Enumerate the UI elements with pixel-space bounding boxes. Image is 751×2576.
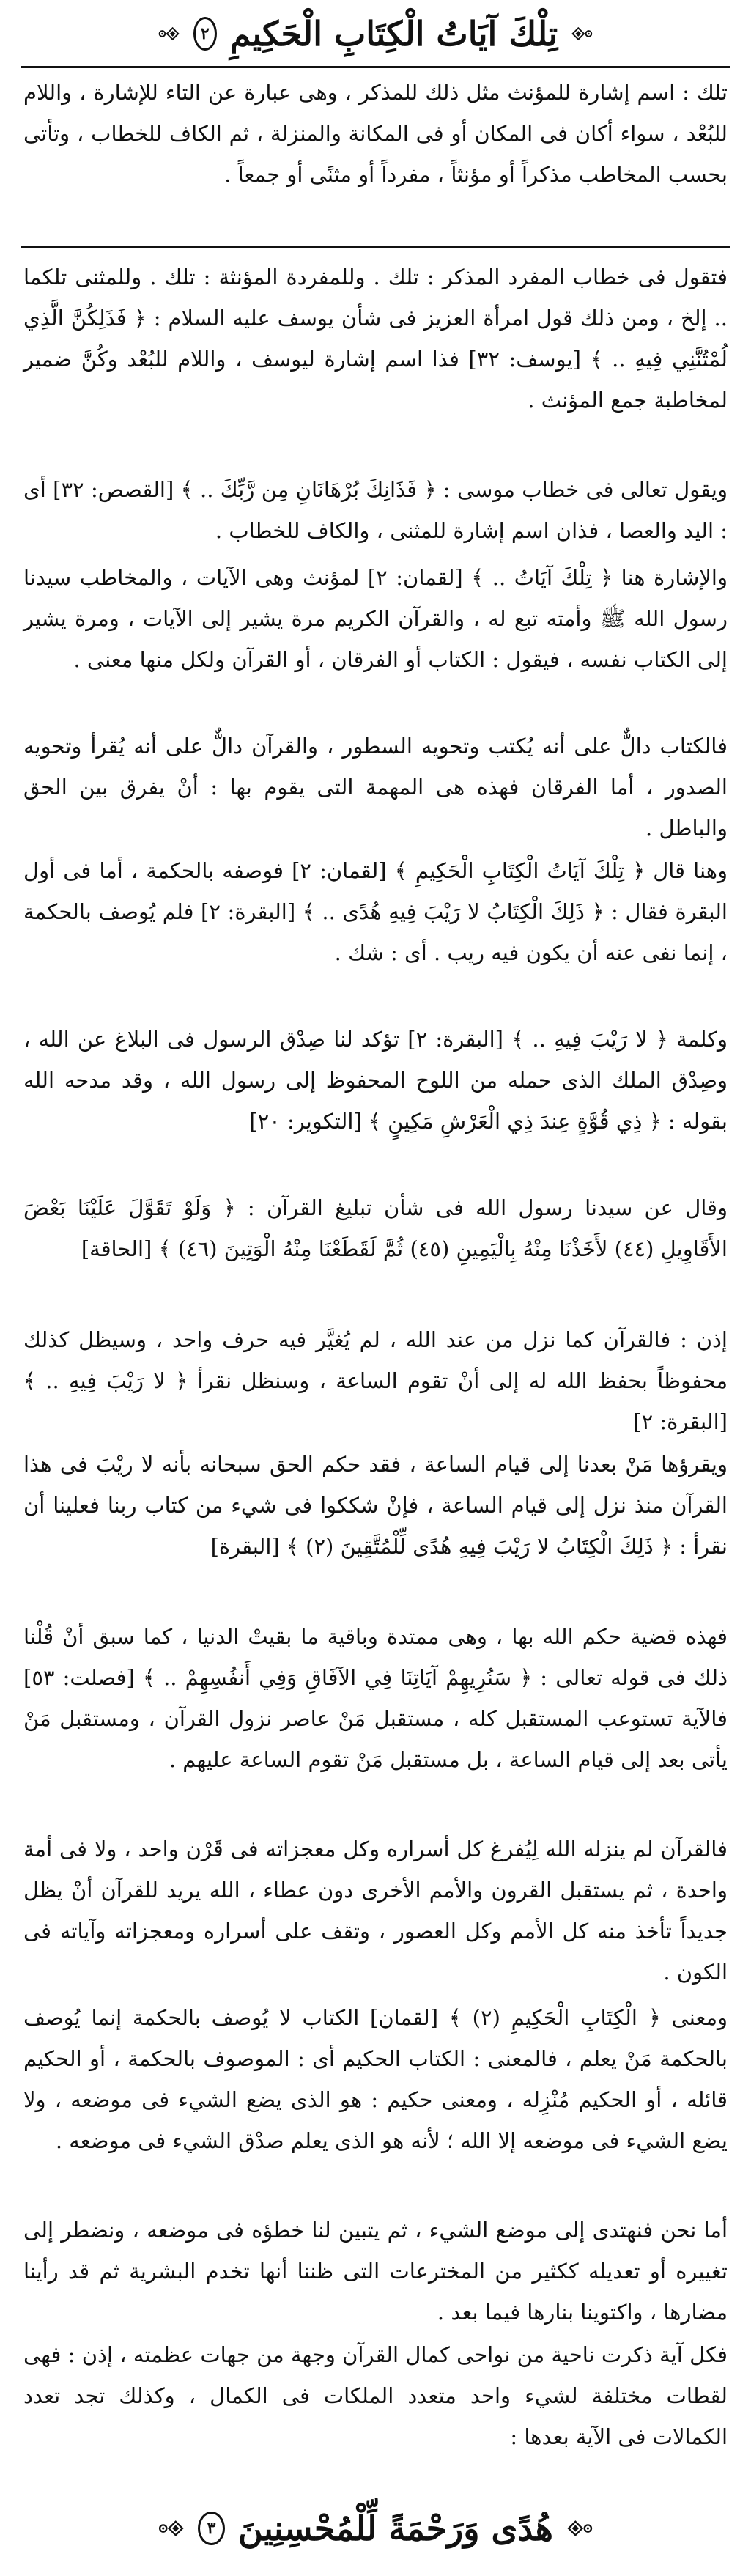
paragraph-1: تلك : اسم إشارة للمؤنث مثل ذلك للمذكر ، وهى عبارة عن التاء للإشارة ، واللام للبُعْد ، سواء أكان فى المكان أو فى المكانة والمنزلة ، ثم الكاف للخطاب ، وتأتى بحسب المخاطب مذكراً أو مؤنثاً ، مفرداً أو مثنًى أو جمعاً . <box>23 80 728 187</box>
ornament-left-icon <box>571 21 593 47</box>
paragraph-5: فالكتاب دالٌّ على أنه يُكتب وتحويه السطور ، والقرآن دالٌّ على أنه يُقرأ وتحويه الصدور ، أما الفرقان فهذه هى المهمة التى يقوم بها : أنْ يفرق بين الحق والباطل . <box>23 734 728 841</box>
verse-header <box>158 4 593 63</box>
paragraph-3: ويقول تعالى فى خطاب موسى : ﴿ فَذَانِكَ بُرْهَانَانِ مِن رَّبِّكَ .. ﴾ [القصص: ٣٢] أى : اليد والعصا ، فذان اسم إشارة للمثنى ، والكاف للخطاب . <box>23 477 728 543</box>
ornament-left-icon <box>566 2515 593 2542</box>
ornament-right-icon <box>158 2515 185 2542</box>
paragraph-8: وقال عن سيدنا رسول الله فى شأن تبليغ القرآن : ﴿ وَلَوْ تَقَوَّلَ عَلَيْنَا بَعْضَ الأَقَاوِيلِ (٤٤) لأَخَذْنَا مِنْهُ بِالْيَمِينِ (٤٥) ثُمَّ لَقَطَعْنَا مِنْهُ الْوَتِينَ (٤٦) ﴾ [الحاقة] <box>23 1195 728 1261</box>
paragraph-separator <box>21 246 730 248</box>
ornament-right-icon <box>158 21 180 47</box>
footer-verse-text: هُدًى وَرَحْمَةً لِّلْمُحْسِنِينَ <box>238 2509 553 2548</box>
footer-verse-number: ٣ <box>198 2512 225 2545</box>
paragraph-7: وكلمة ﴿ لا رَيْبَ فِيهِ .. ﴾ [البقرة: ٢] تؤكد لنا صِدْق الرسول فى البلاغ عن الله ، وصِدْق الملك الذى حمله من اللوح المحفوظ إلى رسول الله ، وقد مدحه الله بقوله : ﴿ ذِي قُوَّةٍ عِندَ ذِي الْعَرْشِ مَكِينٍ ﴾ [التكوير: ٢٠] <box>23 1027 728 1134</box>
paragraph-4: والإشارة هنا ﴿ تِلْكَ آيَاتُ .. ﴾ [لقمان: ٢] لمؤنث وهى الآيات ، والمخاطب سيدنا رسول الله ﷺ وأمته تبع له ، والقرآن الكريم مرة يشير إلى الآيات ، ومرة يشير إلى الكتاب نفسه ، فيقول : الكتاب أو الفرقان ، أو القرآن ولكل منها معنى . <box>23 565 728 672</box>
paragraph-15: فكل آية ذكرت ناحية من نواحى كمال القرآن وجهة من جهات عظمته ، إذن : فهى لقطات مختلفة لشيء واحد متعدد الملكات فى الكمال ، وكذلك تجد تعدد الكمالات فى الآية بعدها : <box>23 2342 728 2449</box>
header-verse-number: ٢ <box>193 17 217 51</box>
paragraph-13: ومعنى ﴿ الْكِتَابِ الْحَكِيمِ (٢) ﴾ [لقمان] الكتاب لا يُوصف بالحكمة إنما يُوصف بالحكمة مَنْ يعلم ، فالمعنى : الكتاب الحكيم أى : الموصوف بالحكمة ، أو الحكيم قائله ، أو الحكيم مُنْزِله ، ومعنى حكيم : هو الذى يضع الشيء فى موضعه ، ولا يضع الشيء فى موضعه إلا الله ؛ لأنه هو الذى يعلم صدْق الشيء فى موضعه . <box>23 2005 728 2153</box>
paragraph-2: فتقول فى خطاب المفرد المذكر : تلك . وللمفردة المؤنثة : تلك . وللمثنى تلكما .. إلخ ، ومن ذلك قول امرأة العزيز فى شأن يوسف عليه السلام : ﴿ فَذَلِكُنَّ الَّذِي لُمْتُنَّنِي فِيهِ .. ﴾ [يوسف: ٣٢] فذا اسم إشارة ليوسف ، واللام للبُعْد وكُنَّ ضمير لمخاطبة جمع المؤنث . <box>23 265 728 413</box>
paragraph-11: فهذه قضية حكم الله بها ، وهى ممتدة وباقية ما بقيتْ الدنيا ، كما سبق أنْ قُلْنا ذلك فى قوله تعالى : ﴿ سَنُرِيهِمْ آيَاتِنَا فِي الآفَاقِ وَفِي أَنفُسِهِمْ .. ﴾ [فصلت: ٥٣] فالآية تستوعب المستقبل كله ، مستقبل مَنْ عاصر نزول القرآن ، ومستقبل مَنْ يأتى بعد إلى قيام الساعة ، بل مستقبل مَنْ تقوم الساعة عليهم . <box>23 1624 728 1772</box>
header-verse-text: تِلْكَ آيَاتُ الْكِتَابِ الْحَكِيمِ <box>229 14 558 53</box>
verse-footer <box>158 2499 593 2558</box>
paragraph-6: وهنا قال ﴿ تِلْكَ آيَاتُ الْكِتَابِ الْحَكِيمِ ﴾ [لقمان: ٢] فوصفه بالحكمة ، أما فى أول البقرة فقال : ﴿ ذَلِكَ الْكِتَابُ لا رَيْبَ فِيهِ هُدًى .. ﴾ [البقرة: ٢] فلم يُوصف بالحكمة ، إنما نفى عنه أن يكون فيه ريب . أى : شك . <box>23 858 728 965</box>
paragraph-10: ويقرؤها مَنْ بعدنا إلى قيام الساعة ، فقد حكم الحق سبحانه بأنه لا ريْبَ فى هذا القرآن منذ نزل إلى قيام الساعة ، فإنْ شككوا فى شيء من كتاب ربنا فعلينا أن نقرأ : ﴿ ذَلِكَ الْكِتَابُ لا رَيْبَ فِيهِ هُدًى لِّلْمُتَّقِينَ (٢) ﴾ [البقرة] <box>23 1452 728 1559</box>
paragraph-12: فالقرآن لم ينزله الله لِيُفرغ كل أسراره وكل معجزاته فى قَرْن واحد ، ولا فى أمة واحدة ، ثم يستقبل القرون والأمم الأخرى دون عطاء ، الله يريد للقرآن أنْ يظل جديداً تأخذ منه كل الأمم وكل العصور ، وتقف على أسراره ومعجزاته وآياته فى الكون . <box>23 1837 728 1985</box>
paragraph-9: إذن : فالقرآن كما نزل من عند الله ، لم يُغيَّر فيه حرف واحد ، وسيظل كذلك محفوظاً بحفظ الله له إلى أنْ تقوم الساعة ، وسنظل نقرأ ﴿ لا رَيْبَ فِيهِ .. ﴾ [البقرة: ٢] <box>23 1327 728 1434</box>
header-rule <box>21 66 730 68</box>
paragraph-14: أما نحن فنهتدى إلى موضع الشيء ، ثم يتبين لنا خطؤه فى موضعه ، ونضطر إلى تغييره أو تعديله ككثير من المخترعات التى ظننا أنها تخدم البشرية ثم قد رأينا مضارها ، واكتوينا بنارها فيما بعد . <box>23 2218 728 2325</box>
